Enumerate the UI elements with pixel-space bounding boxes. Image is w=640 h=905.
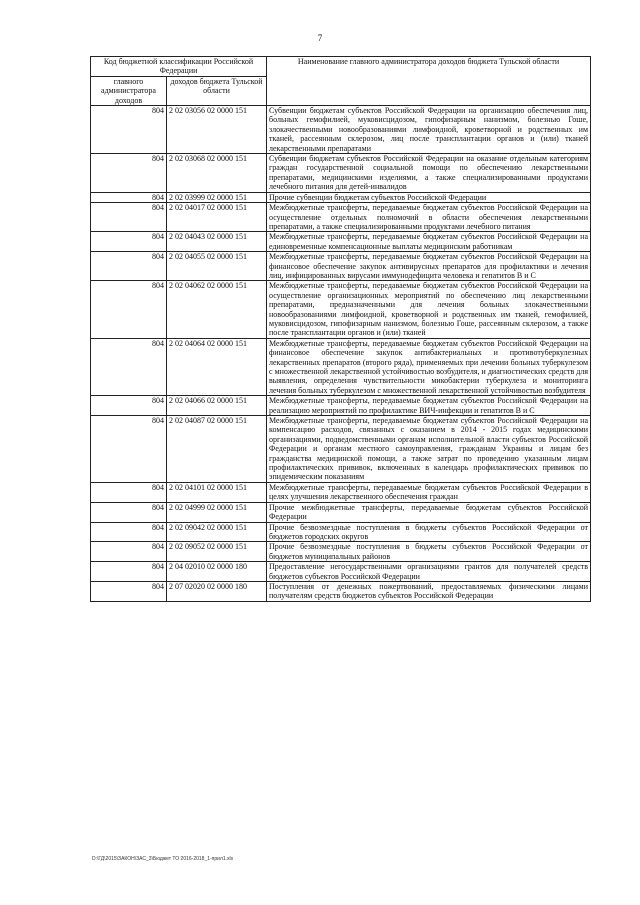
name-cell: Межбюджетные трансферты, передаваемые бюджетам субъектов Российской Федерации в целях улучшения лекарственного обеспечения граждан: [267, 482, 591, 502]
header-revenue-column: доходов бюджета Тульской области: [167, 76, 267, 105]
admin-code-cell: 804: [91, 154, 167, 193]
name-cell: Прочие межбюджетные трансферты, передаваемые бюджетам субъектов Российской Федерации: [267, 502, 591, 522]
table-row: [91, 522, 591, 542]
table-row: [91, 502, 591, 522]
file-path-footer: D:\ГД\2015\ЗАКОН\ЗАС_3\Бюджет ТО 2016-2018_1-прил1.xls: [92, 856, 234, 862]
table-row: [91, 562, 591, 582]
admin-code-cell: 804: [91, 396, 167, 416]
revenue-code-cell: 2 02 04055 02 0000 151: [167, 252, 267, 281]
name-cell: Межбюджетные трансферты, передаваемые бюджетам субъектов Российской Федерации на компенсацию расходов, связанных с оказанием в 2014 - 2015 годах медицинскими организациями, подведомственными органам исполнительной власти субъектов Российской Федерации и органам местного самоуправления, гражданам Украины и лицам без гражданства медицинской помощи, а также затрат по проведению указанным лицам профилактических прививок, включенных в календарь профилактических прививок по эпидемическим показаниям: [267, 416, 591, 483]
revenue-code-cell: 2 02 04087 02 0000 151: [167, 416, 267, 483]
revenue-code-cell: 2 02 09042 02 0000 151: [167, 522, 267, 542]
table-row: [91, 396, 591, 416]
table-row: [91, 542, 591, 562]
revenue-code-cell: 2 02 04101 02 0000 151: [167, 482, 267, 502]
table-body: [91, 106, 591, 602]
revenue-code-cell: 2 02 09052 02 0000 151: [167, 542, 267, 562]
admin-code-cell: 804: [91, 562, 167, 582]
table-row: [91, 281, 591, 338]
table-row: [91, 154, 591, 193]
revenue-code-cell: 2 02 04064 02 0000 151: [167, 338, 267, 395]
page-number: 7: [317, 33, 323, 43]
admin-code-cell: 804: [91, 252, 167, 281]
admin-code-cell: 804: [91, 281, 167, 338]
revenue-code-cell: 2 02 04062 02 0000 151: [167, 281, 267, 338]
revenue-code-cell: 2 02 04999 02 0000 151: [167, 502, 267, 522]
revenue-administrators-table: [90, 56, 591, 602]
table-row: [91, 192, 591, 202]
table-header-row: [91, 57, 591, 77]
admin-code-cell: 804: [91, 203, 167, 232]
revenue-code-cell: 2 02 04066 02 0000 151: [167, 396, 267, 416]
revenue-code-cell: 2 02 04017 02 0000 151: [167, 203, 267, 232]
name-cell: Межбюджетные трансферты, передаваемые бюджетам субъектов Российской Федерации на единовременные компенсационные выплаты медицинским работникам: [267, 232, 591, 252]
header-admin-column: главного администратора доходов: [91, 76, 167, 105]
table-row: [91, 338, 591, 395]
name-cell: Предоставление негосударственными организациями грантов для получателей средств бюджетов субъектов Российской Федерации: [267, 562, 591, 582]
header-name-column: Наименование главного администратора доходов бюджета Тульской области: [267, 57, 591, 106]
name-cell: Межбюджетные трансферты, передаваемые бюджетам субъектов Российской Федерации на осуществление организационных мероприятий по обеспечению лиц лекарственными препаратами, предназначенными для лечения больных злокачественными новообразованиями лимфоидной, кроветворной и родственных им тканей, гемофилией, муковисцидозом, гипофизарным нанизмом, болезнью Гоше, рассеянным склерозом, а также после трансплантации органов и (или) тканей: [267, 281, 591, 338]
name-cell: Прочие безвозмездные поступления в бюджеты субъектов Российской Федерации от бюджетов муниципальных районов: [267, 542, 591, 562]
table-row: [91, 203, 591, 232]
admin-code-cell: 804: [91, 542, 167, 562]
admin-code-cell: 804: [91, 416, 167, 483]
revenue-code-cell: 2 02 03056 02 0000 151: [167, 106, 267, 154]
admin-code-cell: 804: [91, 482, 167, 502]
table-row: [91, 581, 591, 601]
revenue-code-cell: 2 02 03999 02 0000 151: [167, 192, 267, 202]
admin-code-cell: 804: [91, 522, 167, 542]
name-cell: Субвенции бюджетам субъектов Российской Федерации на организацию обеспечения лиц, больных гемофилией, муковисцидозом, гипофизарным нанизмом, болезнью Гоше, злокачественными новообразованиями лимфоидной, кроветворной и родственных им тканей, рассеянным склерозом, лиц после трансплантации органов и (или) тканей лекарственными препаратами: [267, 106, 591, 154]
name-cell: Межбюджетные трансферты, передаваемые бюджетам субъектов Российской Федерации на реализацию мероприятий по профилактике ВИЧ-инфекции и гепатитов В и С: [267, 396, 591, 416]
revenue-code-cell: 2 02 03068 02 0000 151: [167, 154, 267, 193]
name-cell: Поступления от денежных пожертвований, предоставляемых физическими лицами получателям средств бюджетов субъектов Российской Федерации: [267, 581, 591, 601]
table-row: [91, 252, 591, 281]
revenue-code-cell: 2 04 02010 02 0000 180: [167, 562, 267, 582]
revenue-code-cell: 2 02 04043 02 0000 151: [167, 232, 267, 252]
admin-code-cell: 804: [91, 338, 167, 395]
header-kbk-group: Код бюджетной классификации Российской Федерации: [91, 57, 267, 77]
name-cell: Межбюджетные трансферты, передаваемые бюджетам субъектов Российской Федерации на финансовое обеспечение закупок антибактериальных и противотуберкулезных лекарственных препаратов (второго ряда), применяемых при лечении больных туберкулезом с множественной лекарственной устойчивостью возбудителя, и диагностических средств для выявления, определения чувствительности микобактерии туберкулеза и мониторинга лечения больных туберкулезом с множественной лекарственной устойчивостью возбудителя: [267, 338, 591, 395]
revenue-code-cell: 2 07 02020 02 0000 180: [167, 581, 267, 601]
admin-code-cell: 804: [91, 106, 167, 154]
admin-code-cell: 804: [91, 502, 167, 522]
admin-code-cell: 804: [91, 192, 167, 202]
name-cell: Прочие субвенции бюджетам субъектов Российской Федерации: [267, 192, 591, 202]
table-row: [91, 232, 591, 252]
name-cell: Межбюджетные трансферты, передаваемые бюджетам субъектов Российской Федерации на финансовое обеспечение закупок антивирусных препаратов для профилактики и лечения лиц, инфицированных вирусами иммунодефицита человека и гепатитов В и С: [267, 252, 591, 281]
name-cell: Субвенции бюджетам субъектов Российской Федерации на оказание отдельным категориям граждан государственной социальной помощи по обеспечению лекарственными препаратами, медицинскими изделиями, а также специализированными продуктами лечебного питания для детей-инвалидов: [267, 154, 591, 193]
name-cell: Прочие безвозмездные поступления в бюджеты субъектов Российской Федерации от бюджетов городских округов: [267, 522, 591, 542]
table-row: [91, 482, 591, 502]
table-row: [91, 106, 591, 154]
table-row: [91, 416, 591, 483]
admin-code-cell: 804: [91, 581, 167, 601]
name-cell: Межбюджетные трансферты, передаваемые бюджетам субъектов Российской Федерации на осуществление отдельных полномочий в области обеспечения лекарственными препаратами, а также специализированными продуктами лечебного питания: [267, 203, 591, 232]
admin-code-cell: 804: [91, 232, 167, 252]
